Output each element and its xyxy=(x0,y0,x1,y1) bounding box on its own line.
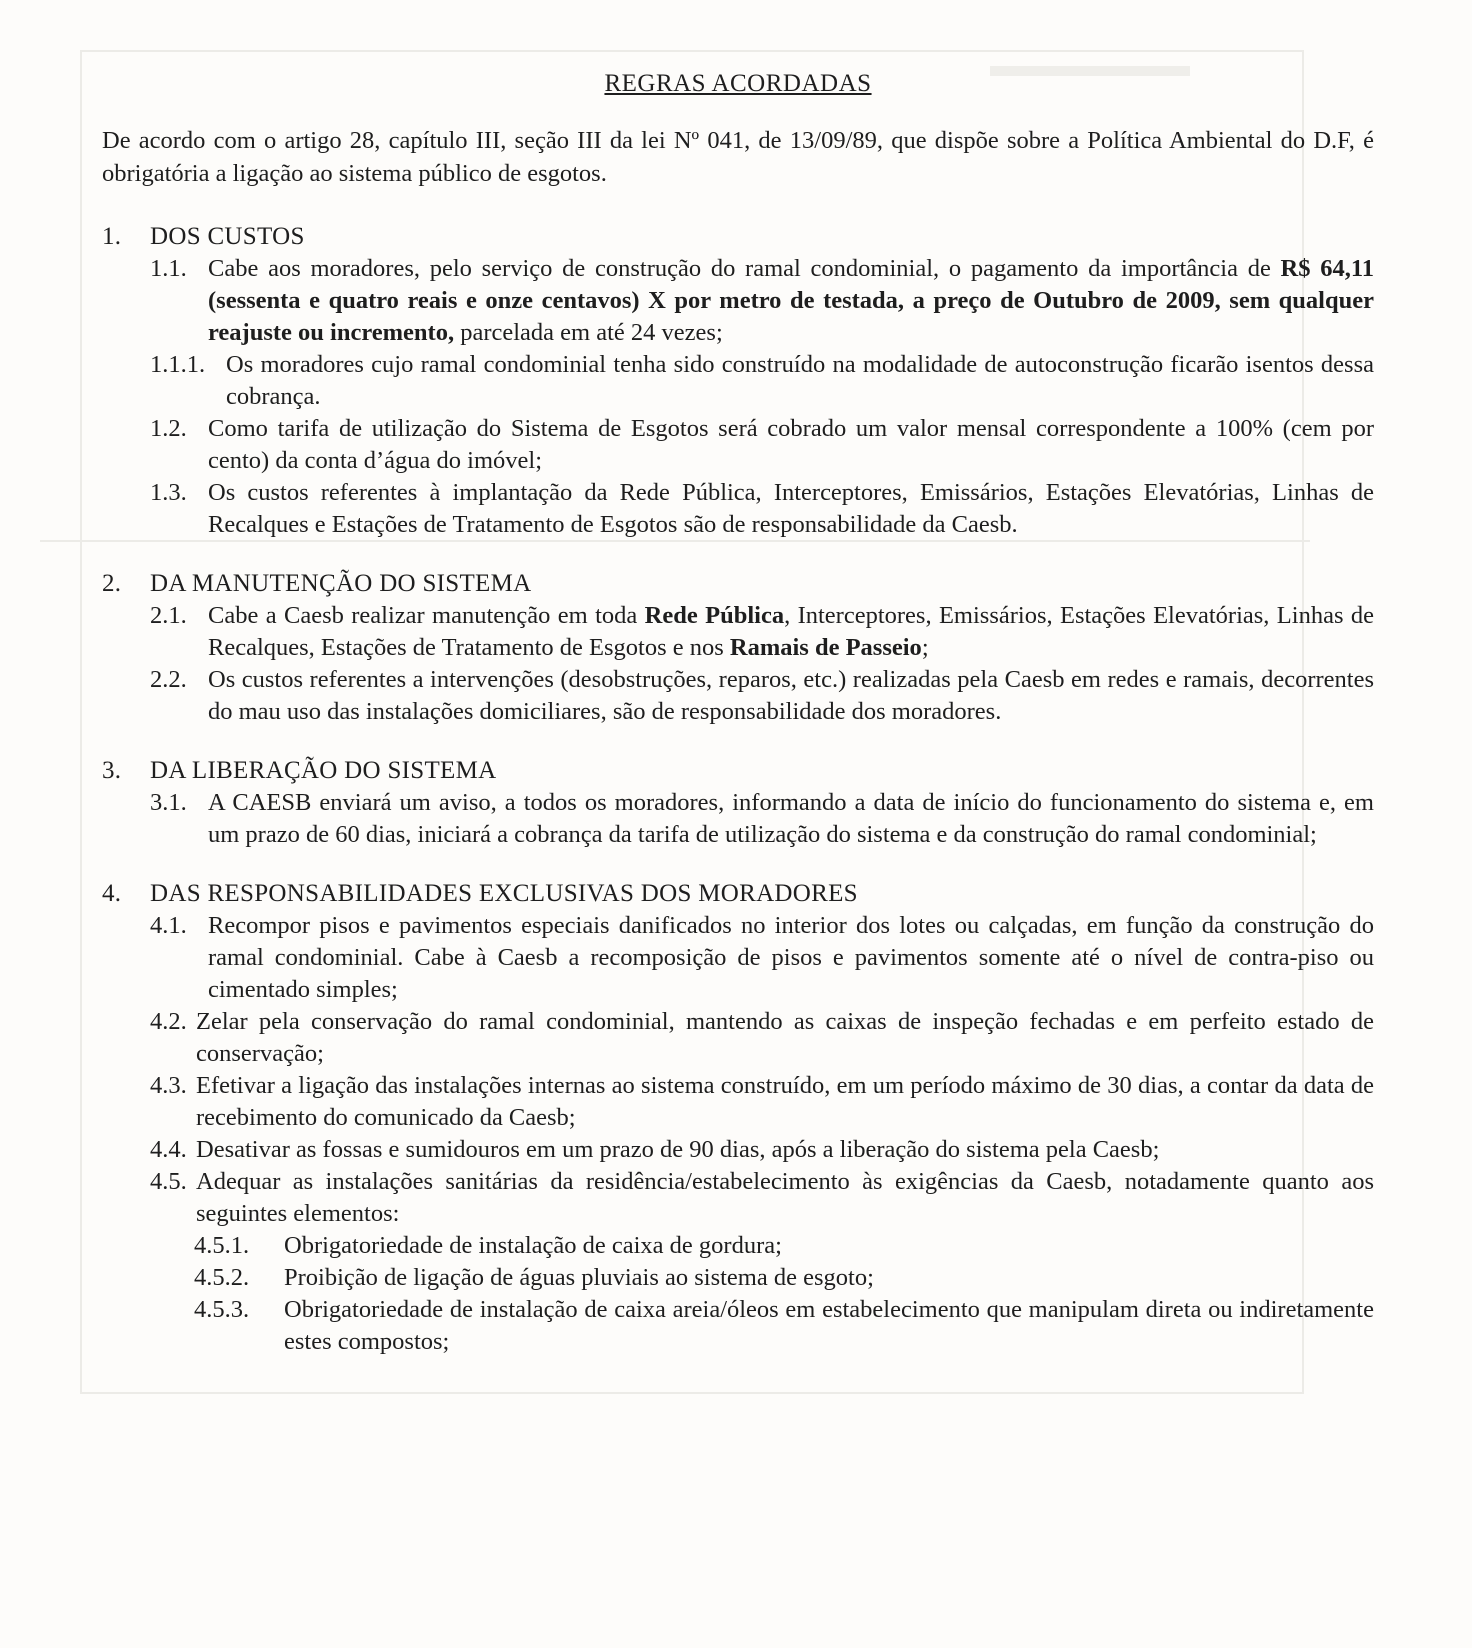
clause-2-1 xyxy=(102,600,1374,664)
clause-2-2 xyxy=(102,664,1374,728)
clause-text: Como tarifa de utilização do Sistema de Esgotos será cobrado um valor mensal correspondente a 100% (cem por cento) da conta d’água do imóvel; xyxy=(208,415,1374,474)
clause-number: 1.2. xyxy=(150,415,187,442)
clause-4-5-3 xyxy=(102,1294,1374,1358)
clause-text: Efetivar a ligação das instalações internas ao sistema construído, em um período máximo de 30 dias, a contar da data de recebimento do comunicado da Caesb; xyxy=(196,1072,1374,1131)
clause-number: 4.5.2. xyxy=(194,1264,250,1291)
clause-1-1 xyxy=(102,253,1374,349)
clause-1-1-1 xyxy=(102,349,1374,413)
clause-number: 4.2. xyxy=(150,1008,187,1035)
clause-number: 2.2. xyxy=(150,666,187,693)
clause-text-part: ; xyxy=(921,634,929,661)
clause-4-3 xyxy=(102,1070,1374,1134)
clause-text: Proibição de ligação de águas pluviais ao sistema de esgoto; xyxy=(284,1264,874,1291)
clause-number: 4.1. xyxy=(150,912,187,939)
section-title: DA LIBERAÇÃO DO SISTEMA xyxy=(150,757,497,784)
clause-number: 4.3. xyxy=(150,1072,187,1099)
clause-4-5-2 xyxy=(102,1262,1374,1294)
clause-text: Os custos referentes a intervenções (desobstruções, reparos, etc.) realizadas pela Caesb em redes e ramais, decorrentes do mau uso das instalações domiciliares, são de responsabilidade dos moradores. xyxy=(208,666,1374,725)
clause-number: 4.5. xyxy=(150,1168,187,1195)
clause-text: Zelar pela conservação do ramal condominial, mantendo as caixas de inspeção fechadas e em perfeito estado de conservação; xyxy=(196,1008,1374,1067)
clause-bold-term: Rede Pública xyxy=(644,602,785,629)
clause-text: Os custos referentes à implantação da Rede Pública, Interceptores, Emissários, Estações Elevatórias, Linhas de Recalques e Estações de Tratamento de Esgotos são de responsabilidade da Caesb. xyxy=(208,479,1374,538)
section-heading xyxy=(102,567,1374,600)
clause-text-part: parcelada em até 24 vezes; xyxy=(454,319,723,346)
clause-number: 3.1. xyxy=(150,789,187,816)
section-da-liberacao xyxy=(102,754,1374,851)
clause-bold-price: R$ 64,11 (sessenta e quatro reais e onze centavos) X por metro de testada, a preço de Outubro de 2009, sem qualquer reajuste ou incremento, xyxy=(208,255,1374,346)
clause-number: 1.1. xyxy=(150,255,187,282)
clause-number: 4.4. xyxy=(150,1136,187,1163)
document-title: REGRAS ACORDADAS xyxy=(604,70,872,97)
clause-3-1 xyxy=(102,787,1374,851)
section-heading xyxy=(102,220,1374,253)
clause-number: 4.5.1. xyxy=(194,1232,250,1259)
section-title: DA MANUTENÇÃO DO SISTEMA xyxy=(150,570,532,597)
clause-text: Os moradores cujo ramal condominial tenha sido construído na modalidade de autoconstrução ficarão isentos dessa cobrança. xyxy=(226,351,1374,410)
clause-4-5 xyxy=(102,1166,1374,1230)
clause-text: A CAESB enviará um aviso, a todos os moradores, informando a data de início do funcionamento do sistema e, em um prazo de 60 dias, iniciará a cobrança da tarifa de utilização do sistema e da construção do ramal condominial; xyxy=(208,789,1374,848)
section-number: 3. xyxy=(102,757,122,784)
section-responsabilidades xyxy=(102,877,1374,1358)
clause-text-part: Cabe aos moradores, pelo serviço de construção do ramal condominial, o pagamento da importância de xyxy=(208,255,1281,282)
clause-4-5-1 xyxy=(102,1230,1374,1262)
section-title: DAS RESPONSABILIDADES EXCLUSIVAS DOS MORADORES xyxy=(150,880,858,907)
clause-text: Recompor pisos e pavimentos especiais danificados no interior dos lotes ou calçadas, em função da construção do ramal condominial. Cabe à Caesb a recomposição de pisos e pavimentos somente até o nível de contra-piso ou cimentado simples; xyxy=(208,912,1374,1003)
clause-text: Obrigatoriedade de instalação de caixa de gordura; xyxy=(284,1232,782,1259)
clause-1-3 xyxy=(102,477,1374,541)
section-heading xyxy=(102,754,1374,787)
section-heading xyxy=(102,877,1374,910)
intro-paragraph: De acordo com o artigo 28, capítulo III, seção III da lei Nº 041, de 13/09/89, que dispõe sobre a Política Ambiental do D.F, é obrigatória a ligação ao sistema público de esgotos. xyxy=(102,127,1374,187)
section-dos-custos xyxy=(102,220,1374,541)
clause-number: 2.1. xyxy=(150,602,187,629)
clause-number: 4.5.3. xyxy=(194,1296,250,1323)
clause-text-part: , Interceptores, Emissários, Estações Elevatórias, Linhas de Recalques, Estações de Tratamento de Esgotos e nos xyxy=(208,602,1374,661)
clause-number: 1.1.1. xyxy=(150,351,206,378)
clause-text: Adequar as instalações sanitárias da residência/estabelecimento às exigências da Caesb, notadamente quanto aos seguintes elementos: xyxy=(196,1168,1374,1227)
clause-number: 1.3. xyxy=(150,479,187,506)
clause-text xyxy=(208,600,1374,664)
clause-bold-term: Ramais de Passeio xyxy=(729,634,922,661)
section-da-manutencao xyxy=(102,567,1374,728)
clause-text xyxy=(208,253,1374,349)
section-number: 4. xyxy=(102,880,122,907)
document-page xyxy=(102,70,1374,1384)
clause-4-2 xyxy=(102,1006,1374,1070)
clause-4-4 xyxy=(102,1134,1374,1166)
clause-4-1 xyxy=(102,910,1374,1006)
section-title: DOS CUSTOS xyxy=(150,223,305,250)
clause-text: Desativar as fossas e sumidouros em um prazo de 90 dias, após a liberação do sistema pela Caesb; xyxy=(196,1136,1160,1163)
section-number: 2. xyxy=(102,570,122,597)
clause-text: Obrigatoriedade de instalação de caixa areia/óleos em estabelecimento que manipulam direta ou indiretamente estes compostos; xyxy=(284,1296,1374,1355)
clause-text-part: Cabe a Caesb realizar manutenção em toda xyxy=(208,602,645,629)
clause-1-2 xyxy=(102,413,1374,477)
section-number: 1. xyxy=(102,223,122,250)
